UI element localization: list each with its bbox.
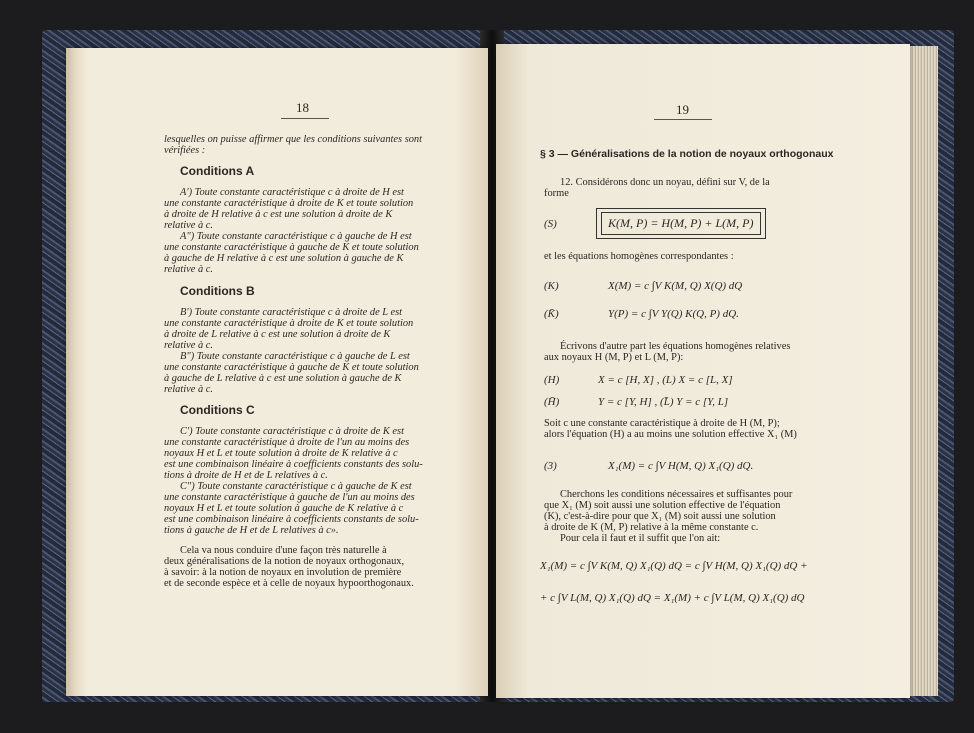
equation-hbar: Y = c [Y, H] , (L̄) Y = c [Y, L] bbox=[598, 396, 729, 408]
cond-b-line: B") Toute constante caractéristique c à gauche de L est bbox=[180, 351, 410, 362]
cond-c-line: est une combinaison linéaire à coefficients constants de solu- bbox=[164, 514, 419, 525]
cond-c-line: C") Toute constante caractéristique c à gauche de K est bbox=[180, 481, 412, 492]
left-page bbox=[66, 48, 488, 696]
cond-a-line: A') Toute constante caractéristique c à droite de H est bbox=[180, 187, 404, 198]
page-number-rule bbox=[281, 118, 329, 119]
para-ecrivons-line: aux noyaux H (M, P) et L (M, P): bbox=[544, 352, 684, 363]
conditions-b-heading: Conditions B bbox=[180, 284, 255, 298]
conditions-c-heading: Conditions C bbox=[180, 403, 255, 417]
cond-b-line: B') Toute constante caractéristique c à droite de L est bbox=[180, 307, 403, 318]
section-title: § 3 — Généralisations de la notion de noyaux orthogonaux bbox=[540, 148, 834, 160]
equation-label: (K̄) bbox=[544, 308, 559, 320]
para-cherchons-line: à droite de K (M, P) relative à la même constante c. bbox=[544, 522, 759, 533]
equation-label: (H) bbox=[544, 374, 560, 386]
para-cherchons-line: que X₁ (M) soit aussi une solution effective de l'équation bbox=[544, 500, 781, 511]
cond-b-line: à gauche de L relative à c est une solution à gauche de K bbox=[164, 373, 402, 384]
para-cherchons-line: (K), c'est-à-dire pour que X₁ (M) soit aussi une solution bbox=[544, 511, 776, 522]
cond-a-line: A") Toute constante caractéristique c à gauche de H est bbox=[180, 231, 412, 242]
para-12-line: 12. Considérons donc un noyau, défini sur V, de la bbox=[560, 177, 770, 188]
para-pour: Pour cela il faut et il suffit que l'on ait: bbox=[560, 533, 721, 544]
cond-c-line: une constante caractéristique à droite de l'un au moins des bbox=[164, 437, 410, 448]
equation-k: X(M) = c ∫V K(M, Q) X(Q) dQ bbox=[608, 280, 743, 292]
intro-line-1: lesquelles on puisse affirmer que les conditions suivantes sont bbox=[164, 134, 423, 145]
conditions-a-heading: Conditions A bbox=[180, 164, 255, 178]
equation-label: (K) bbox=[544, 280, 559, 292]
cond-a-line: relative à c. bbox=[164, 264, 213, 275]
cond-c-line: C') Toute constante caractéristique c à droite de K est bbox=[180, 426, 404, 437]
closing-line: à savoir: à la notion de noyaux en involution de première bbox=[164, 567, 402, 578]
cond-a-line: une constante caractéristique à droite de K et toute solution bbox=[164, 198, 414, 209]
cond-c-line: noyaux H et L et toute solution à droite de K relative à c bbox=[164, 448, 398, 459]
cond-c-line: tions à droite de H et de L relatives à c. bbox=[164, 470, 328, 481]
cond-c-line: tions à gauche de H et de L relatives à c». bbox=[164, 525, 339, 536]
para-ecrivons-line: Écrivons d'autre part les équations homogènes relatives bbox=[560, 341, 791, 352]
cond-b-line: une constante caractéristique à droite de K et toute solution bbox=[164, 318, 414, 329]
cond-c-line: noyaux H et L et toute solution à gauche de K relative à c bbox=[164, 503, 404, 514]
equation-3: X₁(M) = c ∫V H(M, Q) X₁(Q) dQ. bbox=[608, 460, 754, 472]
equation-label: (3) bbox=[544, 460, 557, 472]
page-number: 19 bbox=[676, 102, 689, 117]
equation-s: K(M, P) = H(M, P) + L(M, P) bbox=[601, 212, 761, 235]
equation-final-1: X₁(M) = c ∫V K(M, Q) X₁(Q) dQ = c ∫V H(M, Q) X₁(Q) dQ + bbox=[540, 560, 808, 572]
boxed-equation bbox=[596, 208, 766, 239]
right-page bbox=[496, 44, 910, 698]
para-12-line: forme bbox=[544, 188, 569, 199]
page-edges bbox=[908, 46, 938, 696]
closing-line: deux généralisations de la notion de noyaux orthogonaux, bbox=[164, 556, 405, 567]
cond-a-line: à gauche de H relative à c est une solution à gauche de K bbox=[164, 253, 404, 264]
cond-b-line: à droite de L relative à c est une solution à droite de K bbox=[164, 329, 391, 340]
equation-final-2: + c ∫V L(M, Q) X₁(Q) dQ = X₁(M) + c ∫V L(M, Q) X₁(Q) dQ bbox=[540, 592, 805, 604]
homog-intro: et les équations homogènes correspondantes : bbox=[544, 251, 734, 262]
equation-h: X = c [H, X] , (L) X = c [L, X] bbox=[598, 374, 733, 386]
para-soit-line: Soit c une constante caractéristique à droite de H (M, P); bbox=[544, 418, 780, 429]
page-number: 18 bbox=[296, 100, 309, 115]
cond-c-line: une constante caractéristique à gauche de l'un au moins des bbox=[164, 492, 415, 503]
closing-line: et de seconde espèce et à celle de noyaux hypoorthogonaux. bbox=[164, 578, 414, 589]
para-cherchons-line: Cherchons les conditions nécessaires et suffisantes pour bbox=[560, 489, 793, 500]
para-soit-line: alors l'équation (H) a au moins une solution effective X₁ (M) bbox=[544, 429, 797, 440]
cond-b-line: une constante caractéristique à gauche de K et toute solution bbox=[164, 362, 419, 373]
closing-line: Cela va nous conduire d'une façon très naturelle à bbox=[180, 545, 387, 556]
cond-a-line: à droite de H relative à c est une solution à droite de K bbox=[164, 209, 393, 220]
intro-line-2: vérifiées : bbox=[164, 145, 206, 156]
equation-label: (H̄) bbox=[544, 396, 560, 408]
page-number-rule bbox=[654, 119, 712, 120]
equation-kbar: Y(P) = c ∫V Y(Q) K(Q, P) dQ. bbox=[608, 308, 739, 320]
cond-c-line: est une combinaison linéaire à coefficients constants des solu- bbox=[164, 459, 423, 470]
cond-b-line: relative à c. bbox=[164, 384, 213, 395]
equation-label: (S) bbox=[544, 218, 557, 230]
cond-a-line: une constante caractéristique à gauche de K et toute solution bbox=[164, 242, 419, 253]
cond-a-line: relative à c. bbox=[164, 220, 213, 231]
cond-b-line: relative à c. bbox=[164, 340, 213, 351]
